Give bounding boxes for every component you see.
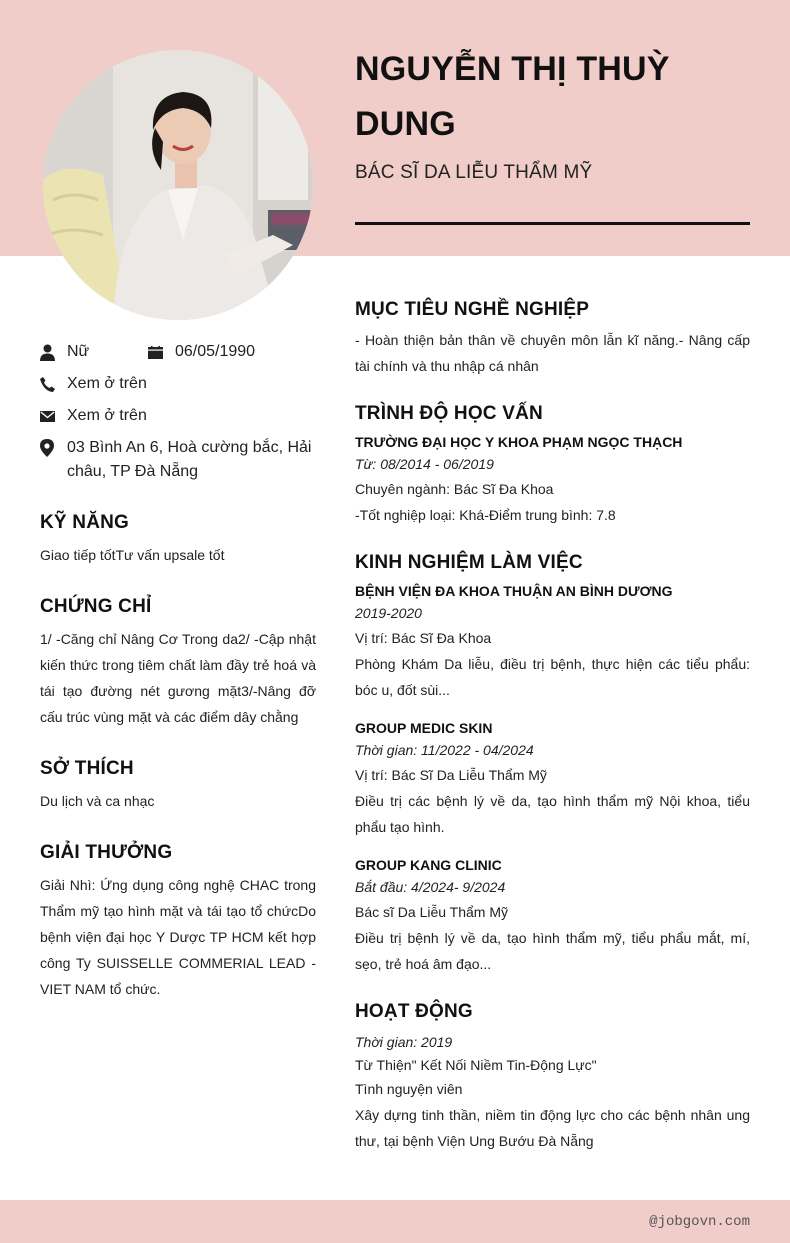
hobbies-heading: SỞ THÍCH	[40, 758, 134, 779]
phone-item	[40, 372, 316, 396]
gender-value: Nữ	[67, 343, 90, 360]
education-section	[355, 403, 750, 528]
experience-org: GROUP KANG CLINIC	[355, 857, 502, 873]
education-date: Từ: 08/2014 - 06/2019	[355, 456, 494, 472]
skills-heading: KỸ NĂNG	[40, 512, 130, 533]
experience-entry	[355, 854, 750, 977]
job-title: BÁC SĨ DA LIỄU THẨM MỸ	[355, 162, 593, 183]
personal-info-row	[40, 340, 316, 364]
experience-position: Vị trí: Bác Sĩ Da Liễu Thẩm Mỹ	[355, 767, 547, 783]
activities-heading: HOẠT ĐỘNG	[355, 1001, 473, 1022]
address-item	[40, 436, 316, 484]
footer-credit: @jobgovn.com	[649, 1214, 750, 1230]
address-value: 03 Bình An 6, Hoà cường bắc, Hải châu, TP Đà Nẵng	[67, 439, 312, 480]
experience-position: Vị trí: Bác Sĩ Đa Khoa	[355, 630, 492, 646]
right-column	[355, 299, 750, 1178]
experience-date: 2019-2020	[355, 605, 422, 621]
awards-heading: GIẢI THƯỞNG	[40, 842, 173, 863]
gender-item	[40, 340, 148, 364]
school-name: TRƯỜNG ĐẠI HỌC Y KHOA PHẠM NGỌC THẠCH	[355, 434, 683, 450]
education-grade: -Tốt nghiệp loại: Khá-Điểm trung bình: 7.8	[355, 507, 616, 523]
experience-entry	[355, 580, 750, 703]
experience-entry	[355, 717, 750, 840]
skills-text: Giao tiếp tốtTư vấn upsale tốt	[40, 547, 225, 563]
experience-date: Bắt đầu: 4/2024- 9/2024	[355, 879, 506, 895]
map-pin-icon	[40, 436, 67, 460]
experience-description: Điều trị bệnh lý về da, tạo hình thẩm mỹ, tiểu phẩu mắt, mí, sẹo, trẻ hoá âm đạo...	[355, 930, 750, 972]
birthday-value: 06/05/1990	[175, 343, 256, 360]
experience-description: Điều trị các bệnh lý về da, tạo hình thẩm mỹ Nội khoa, tiểu phẩu tạo hình.	[355, 793, 750, 835]
phone-icon	[40, 372, 67, 396]
header-divider	[355, 222, 750, 225]
experience-section	[355, 552, 750, 977]
profile-photo-image	[43, 50, 313, 320]
certificates-heading: CHỨNG CHỈ	[40, 596, 152, 617]
experience-org: BỆNH VIỆN ĐA KHOA THUẬN AN BÌNH DƯƠNG	[355, 583, 673, 599]
activities-section	[355, 1001, 750, 1154]
objective-section	[355, 299, 750, 379]
candidate-name: NGUYỄN THỊ THUỲ DUNG	[355, 50, 670, 143]
certificates-text: 1/ -Căng chỉ Nâng Cơ Trong da2/ -Cập nhật kiến thức trong tiêm chất làm đầy trẻ hoá và tái tạo đường nét gương mặt3/-Nâng đỡ cấu trúc vùng mặt và các điểm dây chằng	[40, 631, 316, 725]
calendar-icon	[148, 340, 175, 364]
objective-text: - Hoàn thiện bản thân về chuyên môn lẫn kĩ năng.- Nâng cấp tài chính và thu nhập cá nhân	[355, 332, 750, 374]
experience-position: Bác sĩ Da Liễu Thẩm Mỹ	[355, 904, 509, 920]
experience-description: Phòng Khám Da liễu, điều trị bệnh, thực hiện các tiểu phẩu: bóc u, đốt sùi...	[355, 656, 750, 698]
activity-description: Xây dựng tinh thần, niềm tin động lực cho các bệnh nhân ung thư, tại bệnh Viện Ung Bướu Đà Nẵng	[355, 1107, 750, 1149]
activity-name: Từ Thiện" Kết Nối Niềm Tin-Động Lực"	[355, 1057, 597, 1073]
experience-heading: KINH NGHIỆM LÀM VIỆC	[355, 552, 583, 573]
phone-value: Xem ở trên	[67, 375, 147, 392]
footer-band	[0, 1200, 790, 1243]
left-column	[40, 340, 316, 1002]
activity-date: Thời gian: 2019	[355, 1034, 453, 1050]
experience-date: Thời gian: 11/2022 - 04/2024	[355, 742, 534, 758]
mail-icon	[40, 404, 67, 428]
person-icon	[40, 340, 67, 364]
objective-heading: MỤC TIÊU NGHỀ NGHIỆP	[355, 299, 590, 320]
education-major: Chuyên ngành: Bác Sĩ Đa Khoa	[355, 481, 554, 497]
email-item	[40, 404, 316, 428]
birthday-item	[148, 340, 255, 364]
profile-photo	[43, 50, 313, 320]
hobbies-text: Du lịch và ca nhạc	[40, 793, 155, 809]
experience-org: GROUP MEDIC SKIN	[355, 720, 493, 736]
activity-role: Tình nguyện viên	[355, 1081, 463, 1097]
email-value: Xem ở trên	[67, 407, 147, 424]
awards-text: Giải Nhì: Ứng dụng công nghệ CHAC trong Thẩm mỹ tạo hình mặt và tái tạo tổ chứcDo bệnh viện đại học Y Dược TP HCM kết hợp công Ty SUISSELLE COMMERIAL LEAD - VIET NAM tổ chức.	[40, 877, 316, 997]
education-heading: TRÌNH ĐỘ HỌC VẤN	[355, 403, 543, 424]
